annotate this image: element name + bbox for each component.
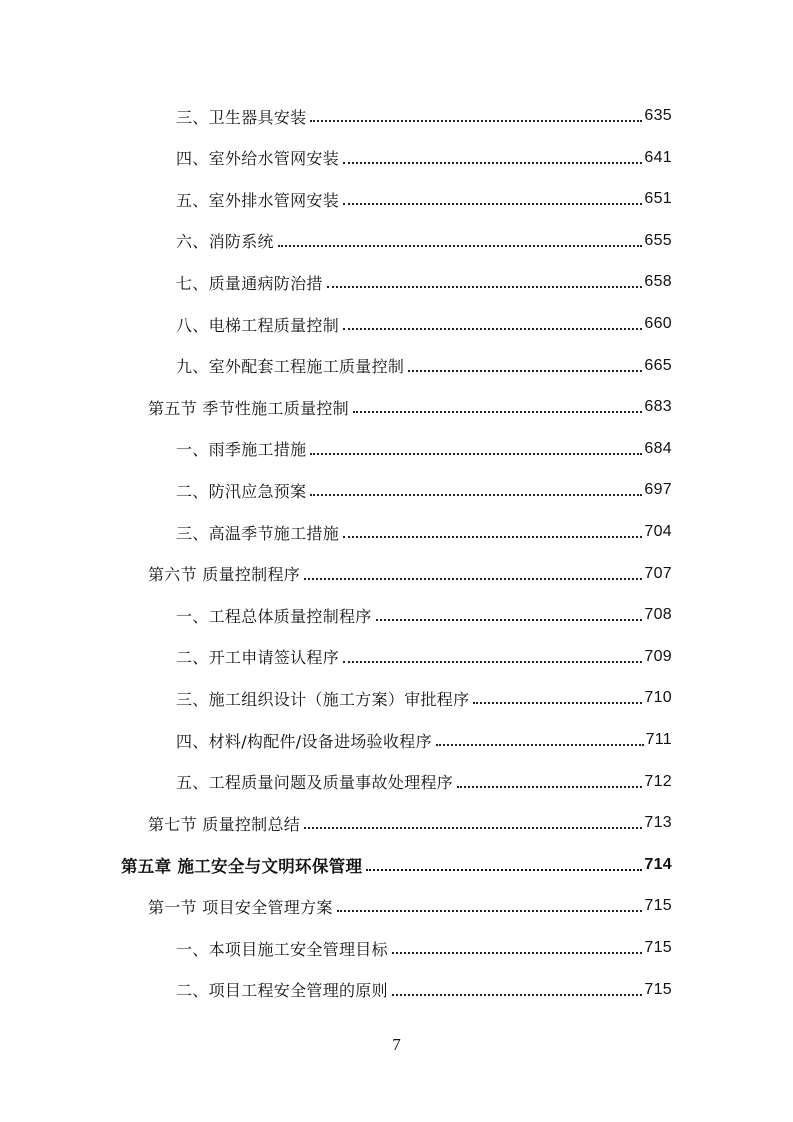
dot-leader — [343, 187, 642, 205]
toc-entry-page: 713 — [644, 814, 672, 832]
toc-entry-page: 710 — [644, 689, 672, 707]
toc-entry-page: 714 — [644, 855, 672, 873]
toc-entry-title: 二、开工申请签认程序 — [176, 648, 340, 668]
toc-entry-title: 第五章 施工安全与文明环保管理 — [121, 856, 363, 876]
toc-entry-title: 第七节 质量控制总结 — [148, 814, 301, 834]
toc-entry-page: 683 — [644, 398, 672, 416]
toc-entry[interactable] — [176, 468, 672, 512]
toc-entry[interactable] — [176, 136, 672, 180]
toc-entry-page: 651 — [644, 190, 672, 208]
toc-entry[interactable] — [148, 801, 672, 845]
page-number: 7 — [392, 1035, 401, 1054]
dot-leader — [392, 978, 642, 996]
toc-entry[interactable] — [148, 552, 672, 596]
toc-entry-title: 一、工程总体质量控制程序 — [176, 606, 372, 626]
toc-entry[interactable] — [176, 760, 672, 804]
toc-entry-page: 709 — [644, 647, 672, 665]
toc-entry[interactable] — [121, 843, 672, 887]
toc-entry-page: 658 — [644, 273, 672, 291]
dot-leader — [408, 354, 642, 372]
toc-entry-title: 八、电梯工程质量控制 — [176, 315, 340, 335]
toc-entry-title: 三、卫生器具安装 — [176, 107, 307, 127]
dot-leader — [310, 437, 642, 455]
toc-entry-page: 707 — [644, 564, 672, 582]
toc-entry[interactable] — [176, 302, 672, 346]
toc-entry-page: 665 — [644, 356, 672, 374]
toc-entry-title: 一、本项目施工安全管理目标 — [176, 939, 388, 959]
dot-leader — [353, 395, 642, 413]
dot-leader — [337, 894, 643, 912]
toc-entry[interactable] — [176, 260, 672, 304]
toc-entry-title: 第六节 质量控制程序 — [148, 565, 301, 585]
toc-entry-page: 711 — [645, 731, 672, 748]
toc-entry-title: 七、质量通病防治措 — [176, 273, 323, 293]
toc-entry[interactable] — [176, 926, 672, 970]
toc-entry-page: 715 — [644, 939, 672, 956]
toc-entry[interactable] — [176, 94, 672, 138]
toc-entry[interactable] — [176, 635, 672, 679]
toc-entry-page: 715 — [644, 980, 672, 998]
dot-leader — [278, 229, 643, 247]
toc-entry[interactable] — [176, 593, 672, 637]
toc-entry-page: 635 — [644, 107, 672, 124]
dot-leader — [436, 728, 644, 746]
toc-entry-title: 第五节 季节性施工质量控制 — [148, 398, 349, 418]
toc-entry[interactable] — [176, 510, 672, 554]
toc-entry-page: 697 — [644, 481, 672, 499]
toc-entry[interactable] — [176, 219, 672, 263]
toc-entry-page: 655 — [644, 231, 672, 249]
toc-entry-title: 一、雨季施工措施 — [176, 440, 307, 460]
dot-leader — [343, 520, 642, 538]
dot-leader — [366, 853, 642, 871]
toc-entry-title: 第一节 项目安全管理方案 — [148, 897, 333, 917]
toc-entry-page: 708 — [644, 606, 672, 624]
toc-entry-page: 715 — [644, 897, 672, 915]
dot-leader — [392, 936, 642, 954]
toc-entry-title: 二、防汛应急预案 — [176, 481, 307, 501]
dot-leader — [343, 645, 642, 663]
toc-entry[interactable] — [176, 344, 672, 388]
toc-entry[interactable] — [176, 718, 672, 762]
dot-leader — [310, 478, 642, 496]
toc-entry-page: 712 — [644, 772, 672, 790]
toc-entry-title: 三、高温季节施工措施 — [176, 523, 340, 543]
toc-entry-page: 641 — [644, 148, 672, 166]
dot-leader — [376, 603, 643, 621]
toc-entry-title: 六、消防系统 — [176, 232, 274, 252]
toc-entry-title: 九、室外配套工程施工质量控制 — [176, 357, 405, 377]
toc-entry[interactable] — [176, 177, 672, 221]
dot-leader — [304, 562, 642, 580]
toc-entry-title: 三、施工组织设计（施工方案）审批程序 — [176, 689, 470, 709]
toc-entry-title: 四、材料/构配件/设备进场验收程序 — [176, 731, 432, 751]
toc-entry[interactable] — [148, 385, 672, 429]
dot-leader — [304, 811, 642, 829]
toc-entry-title: 二、项目工程安全管理的原则 — [176, 981, 388, 1001]
toc-entry-page: 660 — [644, 315, 672, 332]
toc-entry-title: 五、室外排水管网安装 — [176, 190, 340, 210]
toc-entry-title: 四、室外给水管网安装 — [176, 149, 340, 169]
dot-leader — [310, 104, 642, 122]
toc-entry[interactable] — [176, 427, 672, 471]
toc-entry-page: 684 — [644, 439, 672, 457]
toc-entry[interactable] — [176, 968, 672, 1012]
toc-entry-title: 五、工程质量问题及质量事故处理程序 — [176, 773, 454, 793]
toc-entry-page: 704 — [644, 523, 672, 540]
toc-entry[interactable] — [176, 676, 672, 720]
dot-leader — [473, 686, 642, 704]
toc-entry[interactable] — [148, 884, 672, 928]
dot-leader — [457, 770, 642, 788]
dot-leader — [327, 270, 643, 288]
dot-leader — [343, 146, 642, 164]
dot-leader — [343, 312, 642, 330]
